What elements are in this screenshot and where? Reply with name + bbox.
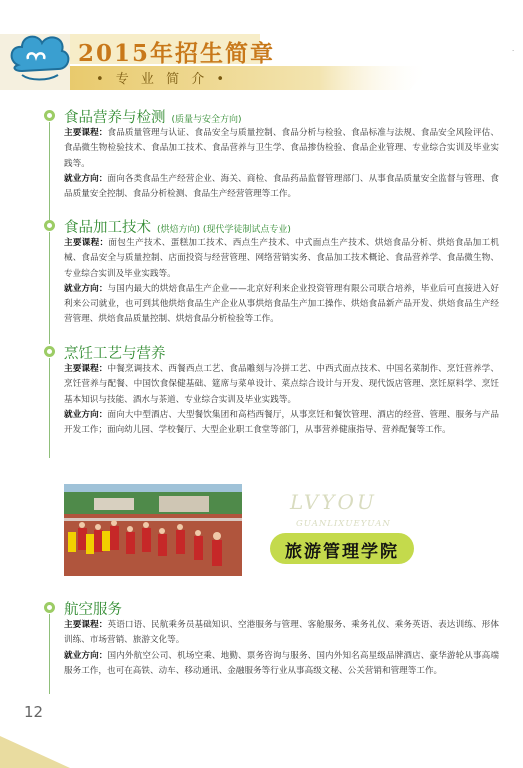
section-bullet-icon	[43, 109, 56, 122]
section-title: 航空服务	[64, 602, 122, 618]
page-subtitle: • 专 业 简 介 •	[96, 72, 228, 87]
section-title: 烹饪工艺与营养	[64, 346, 166, 362]
section-body: 主要课程：面包生产技术、蛋糕加工技术、西点生产技术、中式面点生产技术、烘焙食品分析、烘焙食品加工机械、食品安全与质量控制、店面投资与经营管理、网络营销实务、食品加工技术概论、食品营养学、食品微生物、专业综合实训及毕业实践等。 就业方向：与国内最大的烘焙食品生产企业——北京好利来企业投资管理有限公司联合培养，毕业后可直接进入好利来公司就业，也可到其他烘焙食品生产企业从事烘焙食品生产加工操作、烘焙食品新产品开发、烘焙食品生产经营管理、烘焙食品质量控制、烘焙食品分析检验等工作。	[64, 238, 499, 325]
section-title: 食品加工技术 (烘焙方向) (现代学徒制试点专业)	[64, 220, 291, 236]
section-divider-line	[49, 358, 50, 458]
section-note: (质量与安全方向)	[171, 115, 242, 125]
section-divider-line	[49, 122, 50, 222]
page-number: 12	[24, 703, 44, 721]
page-title: 2015年招生简章	[78, 40, 276, 67]
cloud-logo-icon	[8, 31, 72, 87]
college-name: 旅游管理学院	[285, 542, 399, 562]
section-bullet-icon	[43, 345, 56, 358]
section-title: 食品营养与检测 (质量与安全方向)	[64, 110, 242, 126]
section-bullet-icon	[43, 601, 56, 614]
section-divider-line	[49, 232, 50, 344]
section-note: (烘焙方向) (现代学徒制试点专业)	[157, 225, 291, 235]
corner-mark: ·	[512, 47, 515, 55]
section-bullet-icon	[43, 219, 56, 232]
students-photo	[64, 484, 242, 576]
section-body: 主要课程：英语口语、民航乘务员基础知识、空港服务与管理、客舱服务、乘务礼仪、乘务英语、表达训练、形体训练、市场营销、旅游文化等。 就业方向：国内外航空公司、机场空乘、地勤、票务咨询与服务、国内外知名高星级品牌酒店、豪华游轮从事高端服务工作，也可在高铁、动车、移动通讯、金融服务等行业从事高级文秘、公关营销和管理等工作。	[64, 620, 499, 676]
corner-decoration	[0, 724, 70, 768]
section-divider-line	[49, 614, 50, 694]
college-pinyin-sub: GUANLIXUEYUAN	[296, 519, 391, 529]
college-pinyin: LVYOU	[290, 490, 377, 514]
section-body: 主要课程：中餐烹调技术、西餐西点工艺、食品雕刻与冷拼工艺、中西式面点技术、中国名菜制作、烹饪营养学、烹饪营养与配餐、中国饮食保健基础、筵席与菜单设计、菜点综合设计与开发、现代饭店管理、烹饪原料学、烹饪基本知识与技能、酒水与茶道、专业综合实训及毕业实践等。 就业方向：面向大中型酒店、大型餐饮集团和高档西餐厅，从事烹饪和餐饮管理、酒店的经营、管理、服务与产品开发工作；面向幼儿园、学校餐厅、大型企业职工食堂等部门，从事营养健康指导、营养配餐等工作。	[64, 364, 499, 436]
section-body: 主要课程：食品质量管理与认证、食品安全与质量控制、食品分析与检验、食品标准与法规、食品安全风险评估、食品微生物检验技术、食品加工技术、食品营养与卫生学、食品掺伪检验、食品企业管理、专业综合实训及毕业实践等。 就业方向：面向各类食品生产经营企业、海关、商检、食品药品监督管理部门、从事食品质量安全监督与管理、食品质量安全控制、食品分析检测、食品生产经营管理等工作。	[64, 128, 499, 200]
